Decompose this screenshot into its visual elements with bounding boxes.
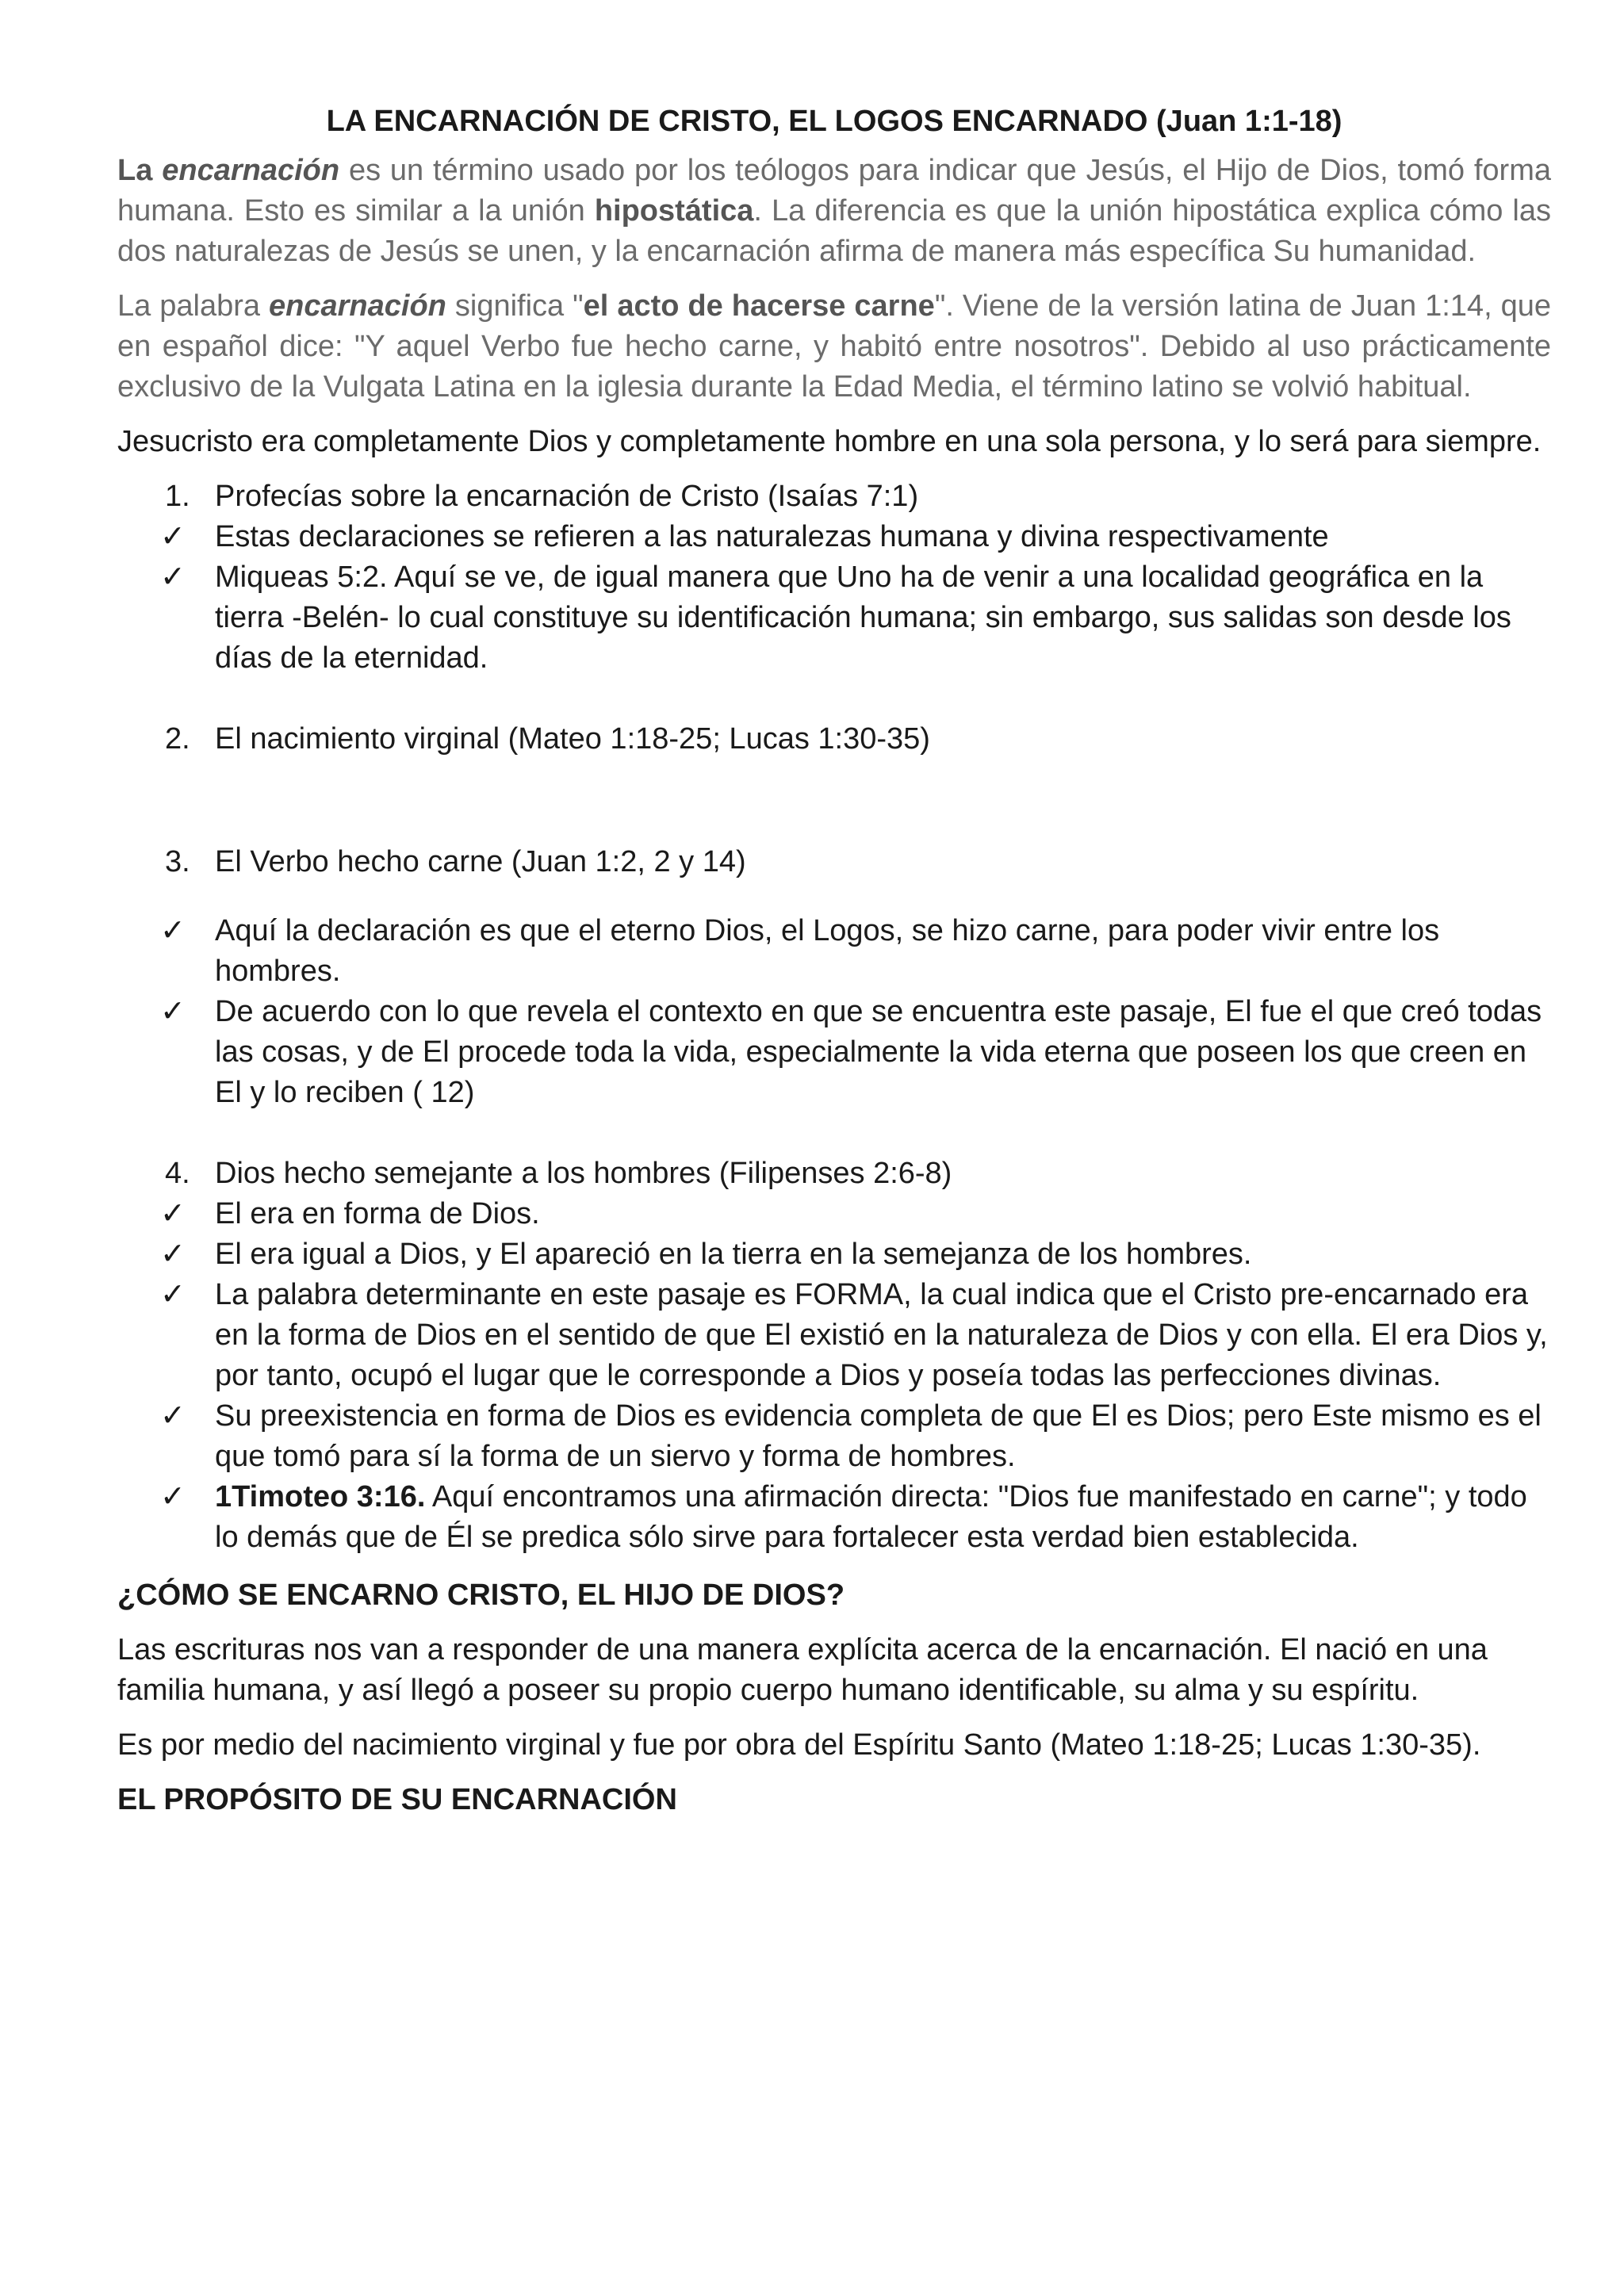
bold-italic-term: encarnación bbox=[162, 154, 340, 187]
list-item-numbered: 4. Dios hecho semejante a los hombres (Filipenses 2:6-8) bbox=[117, 1154, 1551, 1194]
checkmark-icon: ✓ bbox=[160, 1197, 186, 1230]
intro-paragraph: La encarnación es un término usado por los teólogos para indicar que Jesús, el Hijo de Dios, tomó forma humana. Esto es similar a la unión hipostática. La diferencia es que la unión hipostática explica cómo las dos naturalezas de Jesús se unen, y la encarnación afirma de manera más específica Su humanidad. bbox=[117, 154, 1552, 268]
summary-paragraph: Jesucristo era completamente Dios y completamente hombre en una sola persona, y lo será para siempre. bbox=[117, 425, 1542, 458]
body-paragraph: Es por medio del nacimiento virginal y fue por obra del Espíritu Santo (Mateo 1:18-25; Lucas 1:30-35). bbox=[117, 1728, 1481, 1762]
document-page bbox=[117, 101, 1551, 1835]
page-title: LA ENCARNACIÓN DE CRISTO, EL LOGOS ENCARNADO (Juan 1:1-18) bbox=[326, 105, 1342, 138]
list-item: ✓ El era igual a Dios, y El apareció en la tierra en la semejanza de los hombres. bbox=[117, 1234, 1551, 1275]
bold-term: hipostática bbox=[594, 194, 754, 228]
list-number: 2. bbox=[165, 722, 190, 756]
checkmark-icon: ✓ bbox=[160, 1480, 186, 1513]
section-heading: ¿CÓMO SE ENCARNO CRISTO, EL HIJO DE DIOS? bbox=[117, 1578, 845, 1612]
bold-italic-term: encarnación bbox=[269, 289, 446, 323]
meaning-paragraph: La palabra encarnación significa "el acto de hacerse carne". Viene de la versión latina de Juan 1:14, que en español dice: "Y aquel Verbo fue hecho carne, y habitó entre nosotros". Debido al uso prácticamente exclusivo de la Vulgata Latina en la iglesia durante la Edad Media, el término latino se volvió habitual. bbox=[117, 289, 1552, 404]
list-item-numbered: 2. El nacimiento virginal (Mateo 1:18-25; Lucas 1:30-35) bbox=[117, 719, 1551, 760]
list-item: ✓ 1Timoteo 3:16. Aquí encontramos una afirmación directa: "Dios fue manifestado en carne"; y todo lo demás que de Él se predica sólo sirve para fortalecer esta verdad bien establecida. bbox=[117, 1477, 1551, 1558]
bold-reference: 1Timoteo 3:16. bbox=[215, 1480, 426, 1513]
list-item: ✓ Aquí la declaración es que el eterno Dios, el Logos, se hizo carne, para poder vivir entre los hombres. bbox=[117, 911, 1551, 992]
section-heading: EL PROPÓSITO DE SU ENCARNACIÓN bbox=[117, 1783, 677, 1816]
list-number: 1. bbox=[165, 480, 190, 513]
checkmark-icon: ✓ bbox=[160, 520, 186, 553]
checkmark-icon: ✓ bbox=[160, 995, 186, 1028]
list-item: ✓ De acuerdo con lo que revela el contexto en que se encuentra este pasaje, El fue el que creó todas las cosas, y de El procede toda la vida, especialmente la vida eterna que poseen los que creen en El y lo reciben ( 12) bbox=[117, 992, 1551, 1113]
list-item: ✓ El era en forma de Dios. bbox=[117, 1194, 1551, 1234]
list-item: ✓ Miqueas 5:2. Aquí se ve, de igual manera que Uno ha de venir a una localidad geográfica en la tierra -Belén- lo cual constituye su identificación humana; sin embargo, sus salidas son desde los días de la eternidad. bbox=[117, 557, 1551, 679]
list-item-numbered: 3. El Verbo hecho carne (Juan 1:2, 2 y 14) bbox=[117, 842, 1551, 882]
checkmark-icon: ✓ bbox=[160, 914, 186, 947]
list-item: ✓ La palabra determinante en este pasaje es FORMA, la cual indica que el Cristo pre-encarnado era en la forma de Dios en el sentido de que El existió en la naturaleza de Dios y con ella. El era Dios y, por tanto, ocupó el lugar que le corresponde a Dios y poseía todas las perfecciones divinas. bbox=[117, 1275, 1551, 1396]
bold-text: La bbox=[117, 154, 153, 187]
bold-term: el acto de hacerse carne bbox=[583, 289, 935, 323]
list-item: ✓ Estas declaraciones se refieren a las naturalezas humana y divina respectivamente bbox=[117, 517, 1551, 557]
checkmark-icon: ✓ bbox=[160, 1399, 186, 1433]
list-number: 4. bbox=[165, 1157, 190, 1190]
checkmark-icon: ✓ bbox=[160, 1238, 186, 1271]
checkmark-icon: ✓ bbox=[160, 561, 186, 594]
list-item: ✓ Su preexistencia en forma de Dios es evidencia completa de que El es Dios; pero Este mismo es el que tomó para sí la forma de un siervo y forma de hombres. bbox=[117, 1396, 1551, 1477]
body-paragraph: Las escrituras nos van a responder de una manera explícita acerca de la encarnación. El nació en una familia humana, y así llegó a poseer su propio cuerpo humano identificable, su alma y su espíritu. bbox=[117, 1633, 1488, 1707]
checkmark-icon: ✓ bbox=[160, 1278, 186, 1311]
list-item-numbered: 1. Profecías sobre la encarnación de Cristo (Isaías 7:1) bbox=[117, 476, 1551, 517]
list-number: 3. bbox=[165, 845, 190, 878]
